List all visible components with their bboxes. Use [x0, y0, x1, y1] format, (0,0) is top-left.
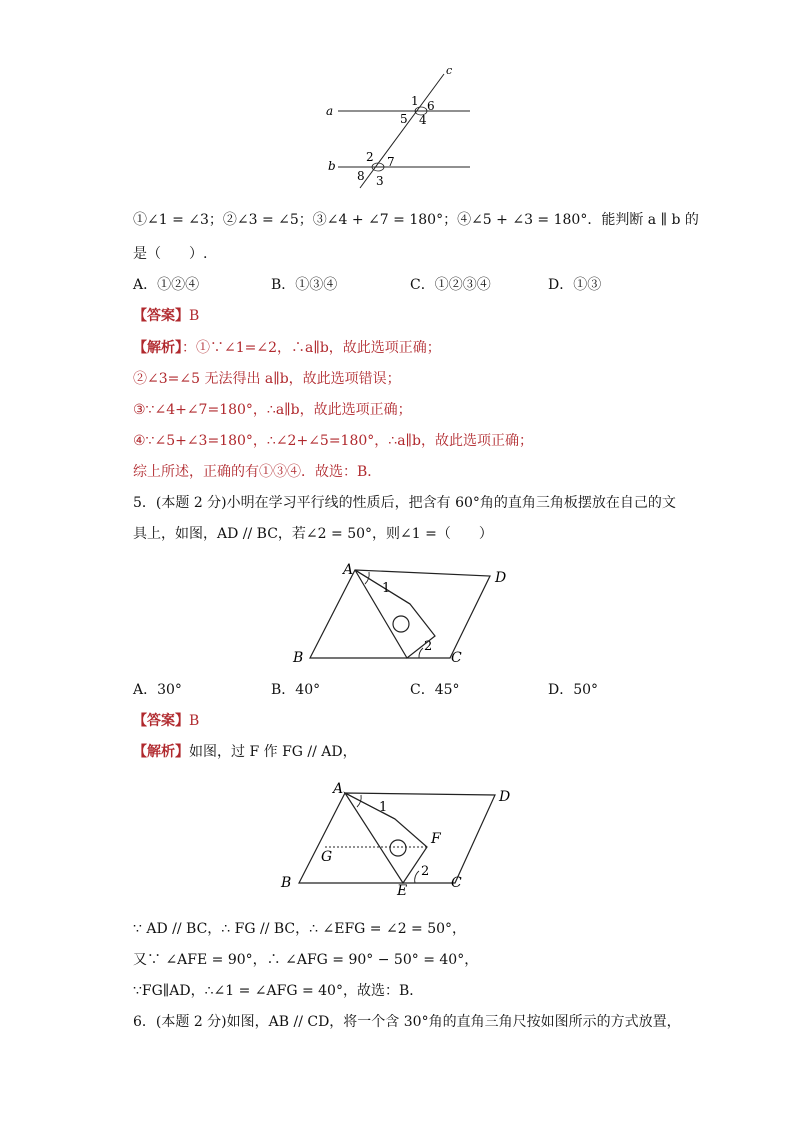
angle-1: 1 [382, 581, 391, 596]
analysis-text: ：①∵∠1=∠2，∴a∥b，故此选项正确； [182, 340, 441, 356]
q4-analysis-line4: ④∵∠5+∠3=180°，∴∠2+∠5=180°，∴a∥b，故此选项正确； [133, 433, 533, 449]
q5-option-c: C．45° [410, 682, 460, 698]
angle-2: 2 [424, 639, 433, 654]
q4-analysis-line2: ②∠3=∠5 无法得出 a∥b，故此选项错误； [133, 371, 401, 387]
analysis-text: 如图，过 F 作 FG // AD， [189, 744, 357, 760]
q6-stem-line1: 6．(本题 2 分)如图，AB // CD，将一个含 30°角的直角三角尺按如图所示的方式放置， [133, 1014, 681, 1030]
q5-analysis-line1 [133, 742, 357, 762]
q5-work-line3: ∵FG∥AD，∴∠1 = ∠AFG = 40°，故选：B． [133, 983, 424, 999]
answer-tag: 【答案】 [133, 713, 189, 729]
q4-summary: 综上所述，正确的有①③④．故选：B． [133, 464, 382, 480]
q5-answer [133, 711, 199, 731]
label-D: D [495, 570, 507, 586]
q4-option-a: A．①②④ [133, 277, 200, 293]
angle-2: 2 [421, 864, 430, 879]
label-G: G [321, 849, 333, 865]
label-A: A [343, 562, 354, 578]
q4-answer [133, 306, 199, 326]
q4-option-d: D．①③ [548, 277, 602, 293]
q4-analysis-line3: ③∵∠4+∠7=180°，∴a∥b，故此选项正确； [133, 402, 412, 418]
q5-work-line1: ∵ AD // BC，∴ FG // BC，∴ ∠EFG = ∠2 = 50°， [133, 921, 467, 937]
label-B: B [293, 650, 304, 666]
label-D: D [499, 789, 511, 805]
q5-stem-line1: 5．(本题 2 分)小明在学习平行线的性质后，把含有 60°角的直角三角板摆放在自己的文 [133, 495, 676, 511]
label-E: E [397, 883, 408, 897]
q4-stem-line1: ①∠1 = ∠3；②∠3 = ∠5；③∠4 + ∠7 = 180°；④∠5 + ∠3 = 180°．能判断 a ∥ b 的 [133, 212, 699, 228]
label-F: F [431, 831, 441, 847]
label-c: c [446, 64, 453, 77]
auxiliary-line-figure [275, 775, 525, 897]
angle-2: 2 [366, 150, 374, 164]
q4-option-b: B．①③④ [271, 277, 338, 293]
label-A: A [333, 781, 344, 797]
q5-option-b: B．40° [271, 682, 321, 698]
angle-8: 8 [357, 169, 365, 183]
angle-6: 6 [427, 99, 435, 113]
label-a: a [326, 104, 334, 118]
angle-4: 4 [419, 113, 427, 127]
angle-3: 3 [376, 174, 384, 188]
q5-option-d: D．50° [548, 682, 599, 698]
parallelogram-figure [285, 558, 525, 670]
label-C: C [451, 875, 462, 891]
q4-analysis-line1 [133, 338, 441, 358]
q5-stem-line2: 具上，如图，AD // BC，若∠2 = 50°，则∠1 =（ ） [133, 526, 493, 542]
label-B: B [281, 875, 292, 891]
q4-option-c: C．①②③④ [410, 277, 491, 293]
parallel-lines-figure [320, 62, 480, 192]
q4-stem-line2: 是（ ）. [133, 246, 208, 262]
label-b: b [328, 159, 336, 173]
answer-tag: 【答案】 [133, 308, 189, 324]
answer-value: B [189, 713, 200, 729]
q5-work-line2: 又∵ ∠AFE = 90°，∴ ∠AFG = 90° − 50° = 40°， [133, 952, 479, 968]
analysis-tag: 【解析】 [133, 340, 182, 356]
answer-value: B [189, 308, 200, 324]
angle-1: 1 [379, 800, 388, 815]
q5-option-a: A．30° [133, 682, 182, 698]
angle-7: 7 [387, 155, 395, 169]
label-C: C [451, 650, 462, 666]
angle-5: 5 [400, 112, 408, 126]
angle-1: 1 [411, 94, 419, 108]
analysis-tag: 【解析】 [133, 744, 189, 760]
